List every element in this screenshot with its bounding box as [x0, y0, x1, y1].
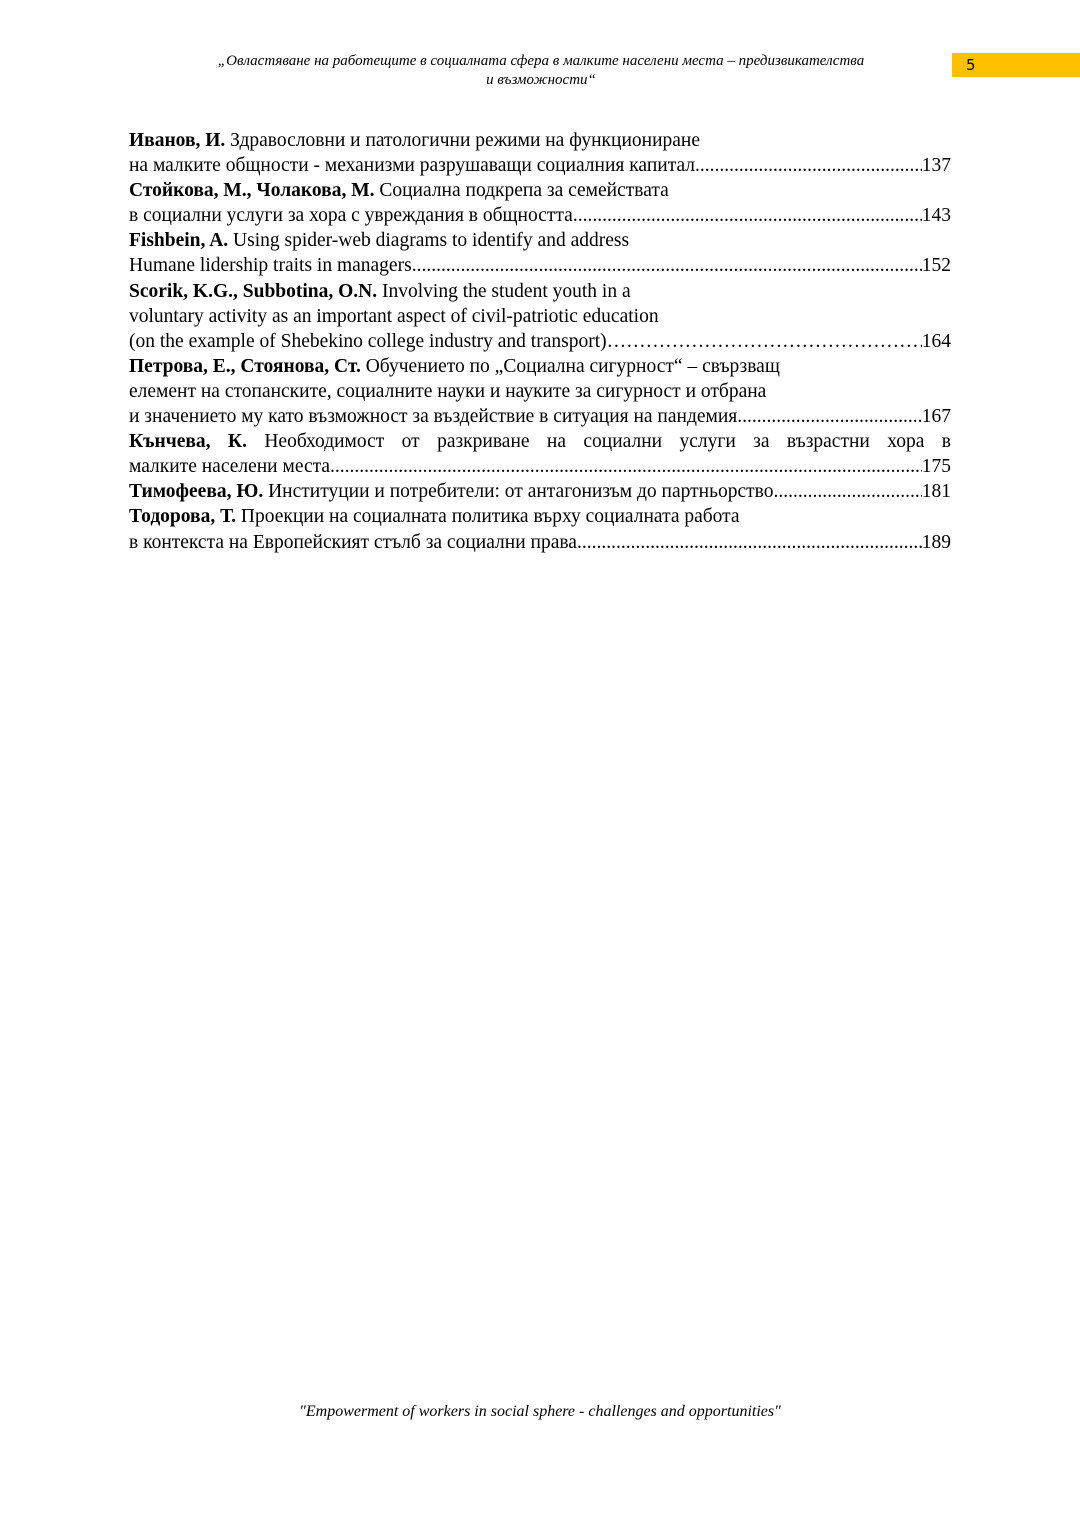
toc-title-cont: Humane lidership traits in managers	[129, 255, 412, 277]
toc-title: Involving the student youth in a	[377, 280, 631, 302]
header-title-line2: и възможности“	[486, 72, 596, 88]
toc-entry[interactable]	[129, 504, 951, 554]
running-header	[130, 52, 952, 90]
toc-leader	[330, 454, 922, 479]
toc-author: Fishbein, A.	[129, 230, 229, 252]
toc-title: Using spider-web diagrams to identify and address	[228, 230, 630, 252]
toc-page: 143	[921, 205, 951, 227]
page-number-badge: 5	[952, 53, 1080, 77]
toc-title: Обучението по „Социална сигурност“ – свързващ	[360, 355, 780, 377]
toc-page: 189	[921, 531, 951, 553]
toc-page: 137	[921, 155, 951, 177]
toc-author: Scorik, K.G., Subbotina, O.N.	[129, 280, 378, 302]
toc-entry[interactable]	[129, 429, 951, 479]
toc-entry[interactable]	[129, 178, 951, 228]
toc-page: 152	[921, 255, 951, 277]
toc-author: Петрова, Е., Стоянова, Ст.	[129, 355, 361, 377]
toc-page: 167	[921, 406, 951, 428]
table-of-contents	[129, 128, 951, 555]
toc-title-cont: и значението му като възможност за въздействие в ситуация на пандемия	[129, 406, 738, 428]
toc-title-cont: малките населени места	[129, 456, 331, 478]
toc-title-cont: в социални услуги за хора с увреждания в общността	[129, 205, 573, 227]
toc-page: 181	[921, 481, 951, 503]
toc-leader	[737, 404, 921, 429]
toc-author: Тодорова, Т.	[129, 506, 237, 528]
toc-page: 164	[921, 330, 951, 352]
toc-title: Необходимост от разкриване на социални услуги за възрастни хора в	[246, 431, 951, 453]
header-title-line1: „Овластяване на работещите в социалната сфера в малките населени места – предизвикателства	[217, 53, 865, 69]
toc-author: Кънчева, К.	[129, 431, 247, 453]
running-footer: "Empowerment of workers in social sphere - challenges and opportunities"	[299, 1403, 781, 1420]
toc-leader	[773, 479, 921, 504]
toc-entry[interactable]	[129, 228, 951, 278]
toc-entry[interactable]	[129, 279, 951, 354]
toc-title: Институции и потребители: от антагонизъм до партньорство	[263, 481, 774, 503]
toc-title-cont: voluntary activity as an important aspect of civil-patriotic education	[129, 305, 659, 327]
toc-author: Стойкова, М., Чолакова, М.	[129, 180, 375, 202]
toc-title: Проекции на социалната политика върху социалната работа	[236, 506, 740, 528]
toc-leader	[577, 530, 922, 555]
toc-entry[interactable]	[129, 354, 951, 429]
toc-title-cont: в контекста на Европейският стълб за социални права	[129, 531, 577, 553]
toc-author: Иванов, И.	[129, 130, 226, 151]
toc-entry[interactable]	[129, 128, 951, 178]
toc-page: 175	[921, 456, 951, 478]
toc-entry[interactable]	[129, 479, 951, 504]
toc-title: Здравословни и патологични режими на функциониране	[225, 130, 701, 151]
toc-title-cont: (on the example of Shebekino college industry and transport)	[129, 330, 607, 352]
toc-leader	[573, 203, 922, 228]
toc-leader	[412, 253, 922, 278]
toc-author: Тимофеева, Ю.	[129, 481, 264, 503]
toc-title: Социална подкрепа за семействата	[374, 180, 669, 202]
toc-title-cont: на малките общности - механизми разрушаващи социалния капитал	[129, 155, 696, 177]
toc-title-cont: елемент на стопанските, социалните науки и науките за сигурност и отбрана	[129, 380, 767, 402]
toc-leader	[607, 329, 922, 354]
toc-leader	[695, 153, 922, 178]
